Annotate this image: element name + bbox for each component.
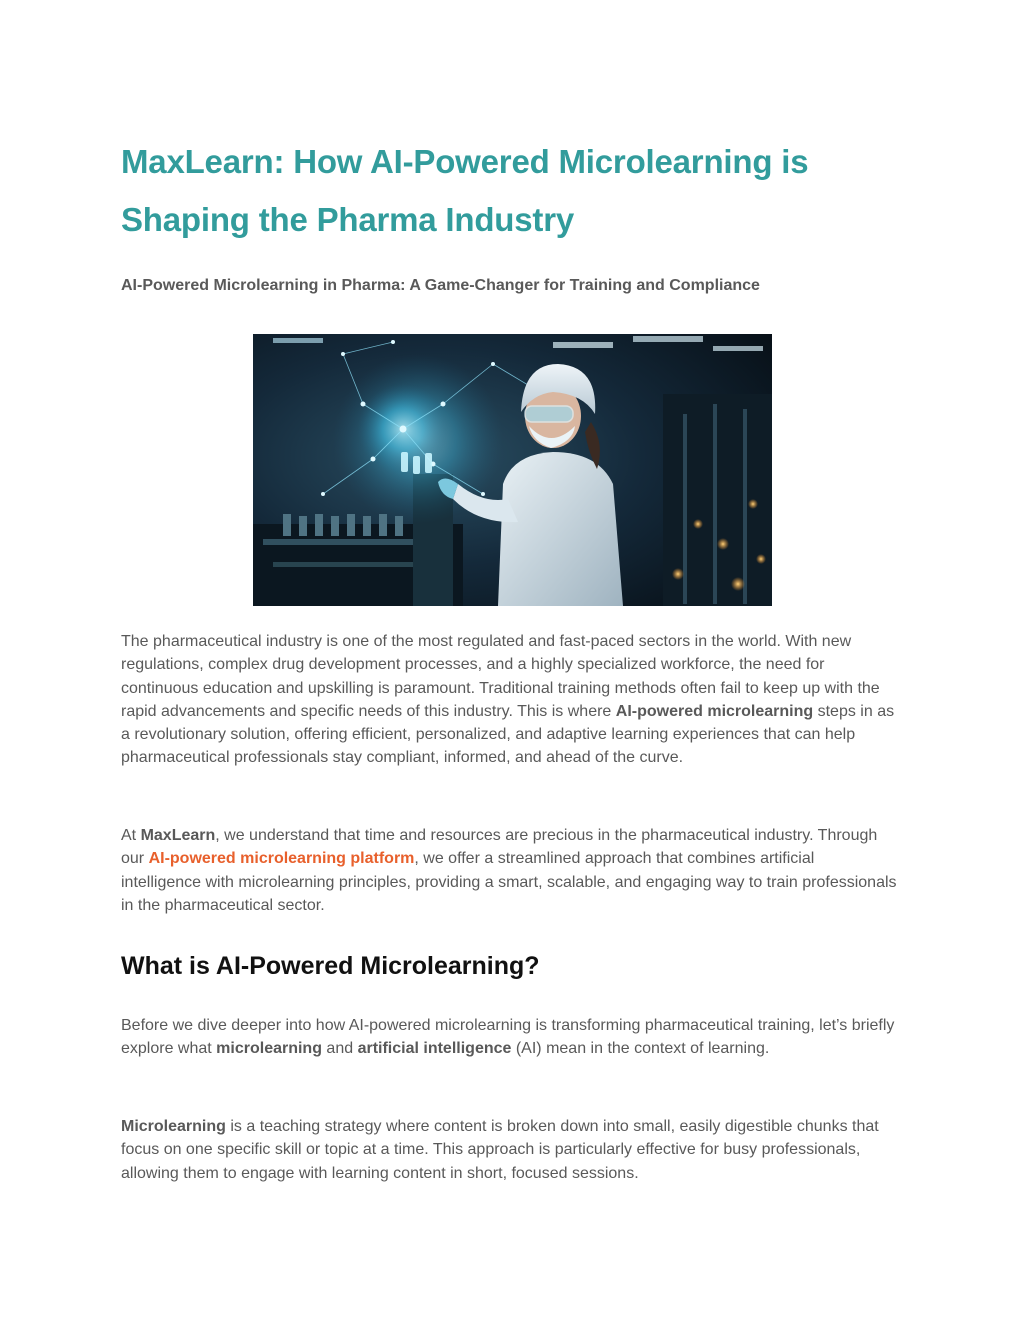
intro-bold-ai-powered-microlearning: AI-powered microlearning: [615, 702, 814, 720]
intro-paragraph: [121, 630, 897, 770]
section-heading: What is AI-Powered Microlearning?: [121, 952, 540, 980]
maxlearn-text-a: At: [121, 827, 141, 844]
definition-bold-microlearning: microlearning: [216, 1040, 322, 1058]
definition-paragraph: [121, 1014, 897, 1061]
maxlearn-bold-name: MaxLearn: [140, 827, 216, 844]
definition-text-c: (AI) mean in the context of learning.: [511, 1040, 770, 1058]
ai-platform-link[interactable]: AI-powered microlearning platform: [148, 850, 415, 868]
definition-text-a: Before we dive deeper into how AI-powered microlearning is transforming pharmaceutical training, let’s briefly explore what: [121, 1017, 895, 1058]
intro-text-a: The pharmaceutical industry is one of the most regulated and fast-paced sectors in the world. With new regulations, complex drug development processes, and a highly specialized workforce, the need for continuous education and upskilling is paramount. Traditional training methods often fail to keep up with the rapid advancements and specific needs of this industry. This is where: [121, 633, 880, 720]
maxlearn-paragraph: [121, 824, 897, 917]
microlearning-text-a: is a teaching strategy where content is broken down into small, easily digestible chunks that focus on one specific skill or topic at a time. This approach is particularly effective for busy professionals, allowing them to engage with learning content in short, focused sessions.: [121, 1118, 879, 1182]
intro-text-b: steps in as a revolutionary solution, offering efficient, personalized, and adaptive learning experiences that can help pharmaceutical professionals stay compliant, informed, and ahead of the curve.: [121, 702, 895, 767]
maxlearn-text-b: , we understand that time and resources are precious in the pharmaceutical industry. Through our: [121, 827, 878, 868]
definition-text-b: and: [321, 1040, 358, 1058]
microlearning-bold-term: Microlearning: [121, 1118, 226, 1135]
definition-bold-ai: artificial intelligence: [357, 1040, 512, 1058]
page-title: MaxLearn: How AI-Powered Microlearning is Shaping the Pharma Industry: [121, 143, 809, 238]
hero-image: [253, 334, 772, 606]
lab-scientist-ai-hologram-image: [253, 334, 772, 606]
microlearning-paragraph: [121, 1115, 897, 1185]
page-subtitle: AI-Powered Microlearning in Pharma: A Game-Changer for Training and Compliance: [121, 277, 760, 294]
maxlearn-text-c: , we offer a streamlined approach that combines artificial intelligence with microlearning principles, providing a smart, scalable, and engaging way to train professionals in the pharmaceutical sector.: [121, 850, 897, 914]
